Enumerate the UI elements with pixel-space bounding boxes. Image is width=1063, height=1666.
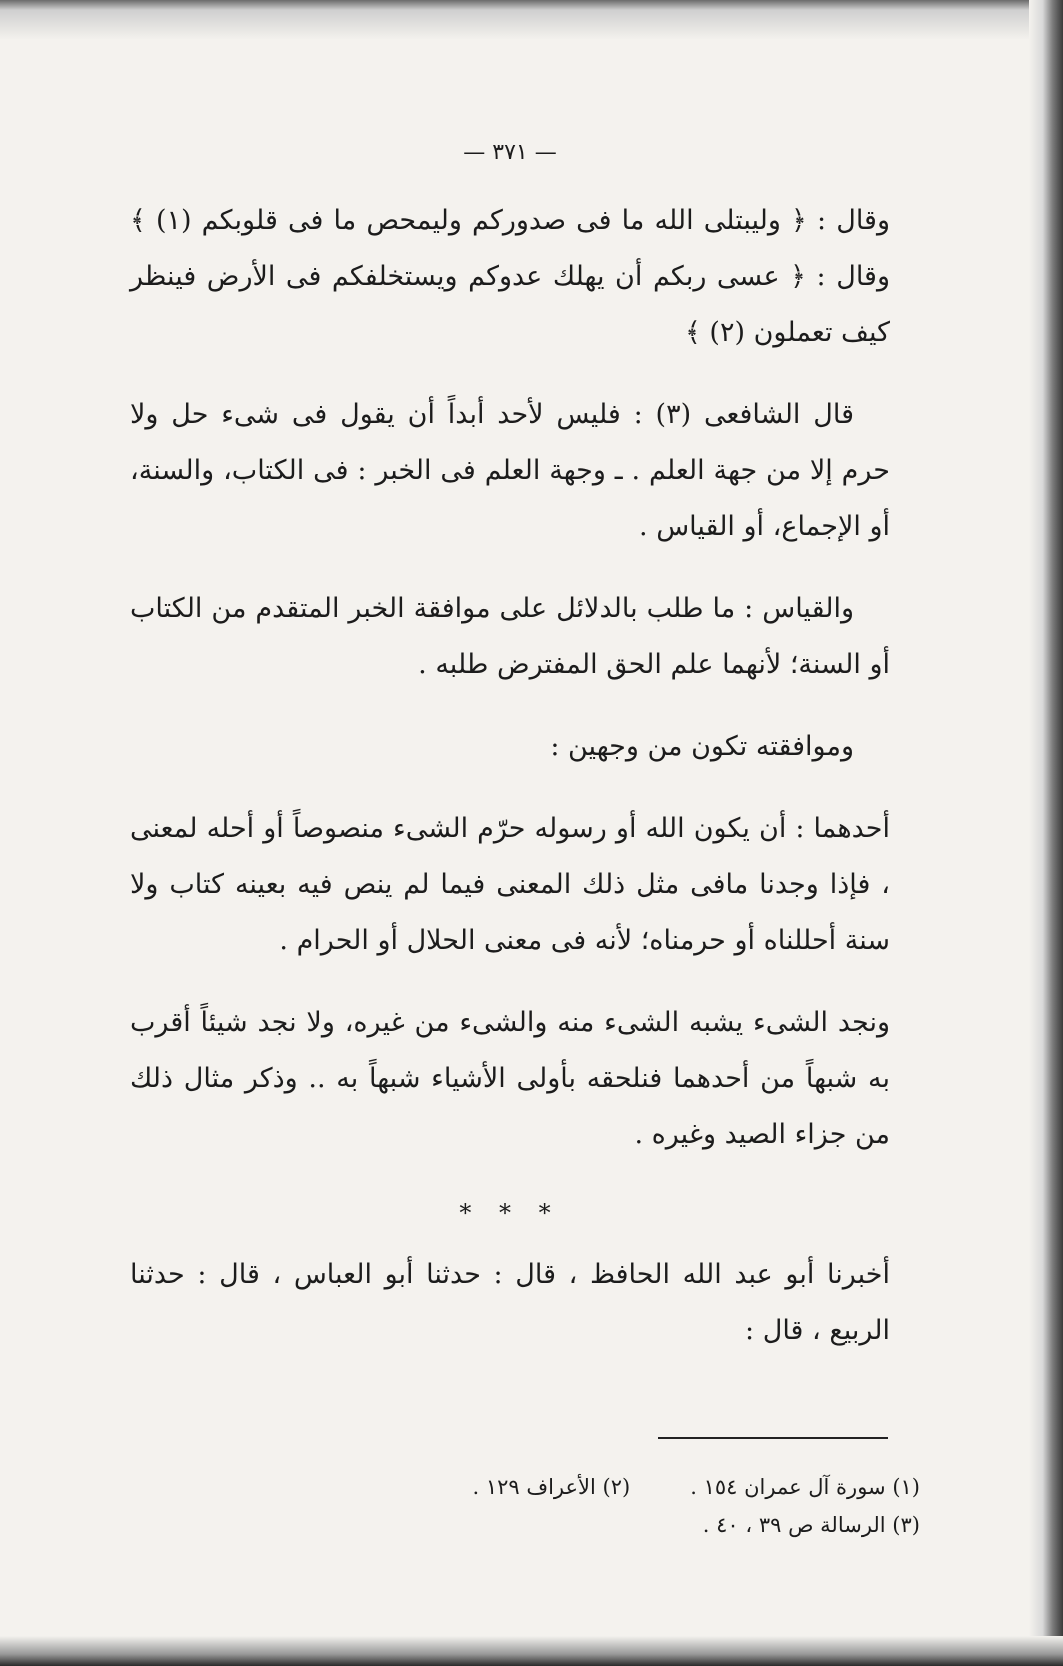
footnote-3: (٣) الرسالة ص ٣٩ ، ٤٠ . — [702, 1513, 920, 1537]
page-number: — ٣٧١ — — [463, 140, 557, 165]
page-body — [130, 140, 890, 1359]
second-way-paragraph: ونجد الشىء يشبه الشىء منه والشىء من غيره، ولا نجد شيئاً أقرب به شبهاً من أحدهما فنلحقه بأولى الأشياء شبهاً به .. وذكر مثال ذلك من جزاء الصيد وغيره . — [130, 1007, 890, 1150]
scan-edge-right — [1029, 0, 1063, 1666]
footnote-row — [290, 1506, 920, 1544]
qiyas-definition-paragraph: والقياس : ما طلب بالدلائل على موافقة الخبر المتقدم من الكتاب أو السنة؛ لأنهما علم الحق المفترض طلبه . — [130, 593, 890, 680]
footnotes — [290, 1468, 920, 1544]
shafii-paragraph: قال الشافعى (٣) : فليس لأحد أبداً أن يقول فى شىء حل ولا حرم إلا من جهة العلم . ـ وجهة العلم فى الخبر : فى الكتاب، والسنة، أو الإجماع، أو القياس . — [130, 399, 890, 542]
agreement-heading: وموافقته تكون من وجهين : — [550, 731, 854, 762]
scan-edge-bottom — [0, 1636, 1063, 1666]
scan-edge-top — [0, 0, 1063, 40]
footnote-2: (٢) الأعراف ١٢٩ . — [472, 1475, 631, 1499]
footnote-1: (١) سورة آل عمران ١٥٤ . — [690, 1475, 920, 1499]
first-way-paragraph: أحدهما : أن يكون الله أو رسوله حرّم الشىء منصوصاً أو أحله لمعنى ، فإذا وجدنا مافى مثل ذلك المعنى فيما لم ينص فيه بعينه كتاب ولا سنة أحللناه أو حرمناه؛ لأنه فى معنى الحلال أو الحرام . — [130, 813, 890, 956]
isnad-paragraph: أخبرنا أبو عبد الله الحافظ ، قال : حدثنا أبو العباس ، قال : حدثنا الربيع ، قال : — [130, 1259, 890, 1346]
footnote-row — [290, 1468, 920, 1506]
section-separator: * * * — [459, 1199, 561, 1227]
footnote-divider — [658, 1437, 888, 1439]
quran-quote-paragraph: وقال : ﴿ وليبتلى الله ما فى صدوركم وليمحص ما فى قلوبكم (١) ﴾ وقال : ﴿ عسى ربكم أن يهلك عدوكم ويستخلفكم فى الأرض فينظر كيف تعملون (٢) ﴾ — [130, 205, 890, 348]
